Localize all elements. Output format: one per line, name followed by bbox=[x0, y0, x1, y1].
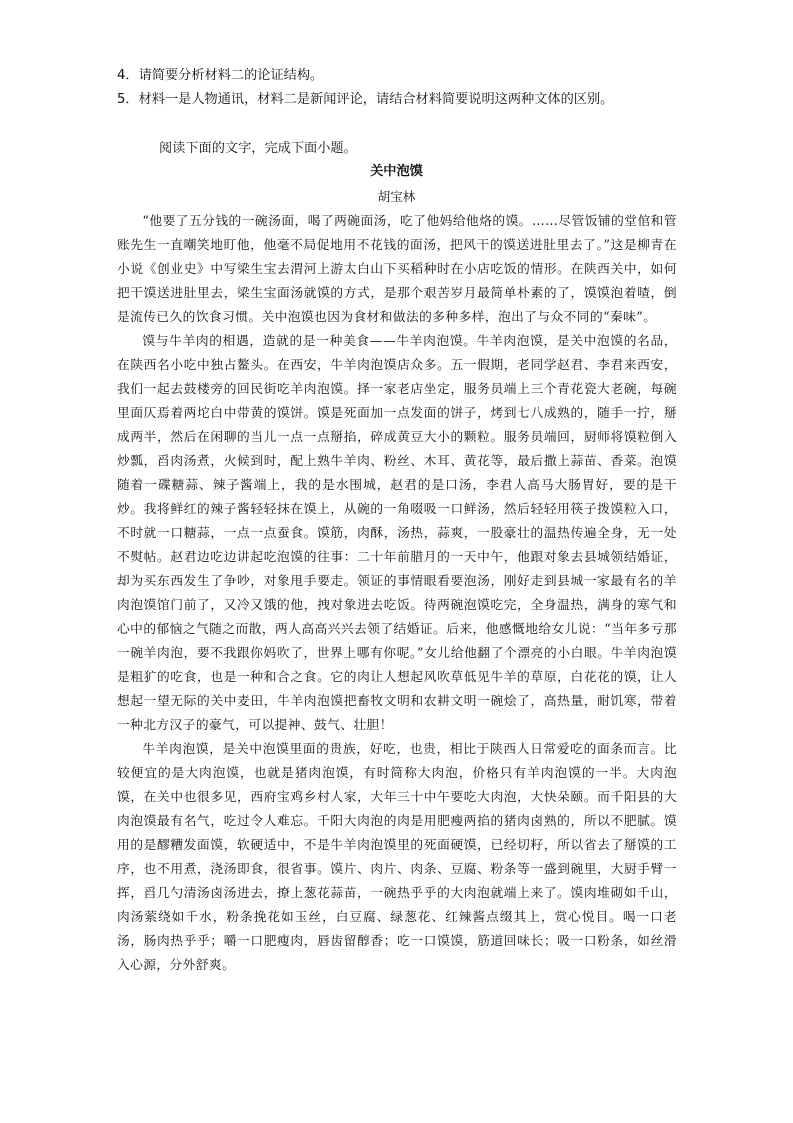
reading-instruction: 阅读下面的文字，完成下面小题。 bbox=[159, 141, 357, 156]
article-body bbox=[117, 209, 677, 977]
article-title: 关中泡馍 bbox=[370, 164, 423, 179]
question-5: 5．材料一是人物通讯，材料二是新闻评论，请结合材料简要说明这两种文体的区别。 bbox=[117, 92, 614, 107]
article-author: 胡宝林 bbox=[377, 189, 416, 204]
article-paragraph-1: “他要了五分钱的一碗汤面，喝了两碗面汤，吃了他妈给他烙的馍。……尽管饭铺的堂倌和管账先生一直嘲笑地盯他，他毫不局促地用不花钱的面汤，把风干的馍送进肚里去了。”这是柳青在小说《创业史》中写梁生宝去渭河上游太白山下买稻种时在小店吃饭的情形。在陕西关中，如何把干馍送进肚里去，梁生宝面汤就馍的方式，是那个艰苦岁月最简单朴素的了，馍馍泡着喳，倒是流传已久的饮食习惯。关中泡馍也因为食材和做法的多种多样，泡出了与众不同的“秦味”。 bbox=[117, 213, 677, 324]
article-paragraph-2: 馍与牛羊肉的相遇，造就的是一种美食——牛羊肉泡馍。牛羊肉泡馍，是关中泡馍的名品，在陕西名小吃中独占鳌头。在西安，牛羊肉泡馍店众多。五一假期，老同学赵君、李君来西安，我们一起去鼓楼旁的回民街吃羊肉泡馍。择一家老店坐定，服务员端上三个青花瓷大老碗，每碗里面仄焉着两坨白中带黄的馍饼。馍是死面加一点发面的饼子，烤到七八成熟的，随手一拧，掰成两半，然后在闲聊的当儿一点一点掰掐，碎成黄豆大小的颗粒。服务员端回，厨师将馍粒倒入炒瓢，舀肉汤煮，火候到时，配上熟牛羊肉、粉丝、木耳、黄花等，最后撒上蒜苗、香菜。泡馍随着一碟糖蒜、辣子酱端上，我的是水围城，赵君的是口汤，李君人高马大肠胃好，要的是干炒。我将鲜红的辣子酱轻轻抹在馍上，从碗的一角啜吸一口鲜汤，然后轻轻用筷子拨馍粒入口，不时就一口糖蒜，一点一点蚕食。馍筋，肉酥，汤热，蒜爽，一股豪壮的温热传遍全身，无一处不熨帖。赵君边吃边讲起吃泡馍的往事：二十年前腊月的一天中午，他跟对象去县城领结婚证，却为买东西发生了争吵，对象甩手要走。领证的事情眼看要泡汤，刚好走到县城一家最有名的羊肉泡馍馆门前了，又冷又饿的他，拽对象进去吃饭。待两碗泡馍吃完，全身温热，满身的寒气和心中的郁恼之气随之而散，两人高高兴兴去领了结婚证。后来，他感慨地给女儿说：“当年多亏那一碗羊肉泡，要不我跟你妈吹了，世界上哪有你呢。”女儿给他翻了个漂亮的小白眼。牛羊肉泡馍是粗犷的吃食，也是一种和合之食。它的肉让人想起风吹草低见牛羊的草原，白花花的馍，让人想起一望无际的关中麦田，牛羊肉泡馍把畜牧文明和农耕文明一碗烩了，高热量，耐饥寒，带着一种北方汉子的豪气，可以提神、鼓气、壮胆！ bbox=[117, 333, 677, 732]
article-paragraph-3: 牛羊肉泡馍，是关中泡馍里面的贵族，好吃，也贵，相比于陕西人日常爱吃的面条而言。比较便宜的是大肉泡馍，也就是猪肉泡馍，有时简称大肉泡，价格只有羊肉泡馍的一半。大肉泡馍，在关中也很多见，西府宝鸡乡村人家，大年三十中午要吃大肉泡，大快朵颐。而千阳县的大肉泡馍最有名气，吃过令人难忘。千阳大肉泡的肉是用肥瘦两掐的猪肉卤熟的，所以不肥腻。馍用的是醪糟发面馍，软硬适中，不是牛羊肉泡馍里的死面硬馍，已经切籽，所以省去了掰馍的工序，也不用煮，浇汤即食，很省事。馍片、肉片、肉条、豆腐、粉条等一盛到碗里，大厨手臂一挥，舀几勺清汤卤汤进去，撩上葱花蒜苗，一碗热乎乎的大肉泡就端上来了。馍肉堆砌如千山，肉汤萦绕如千水，粉条挽花如玉丝，白豆腐、绿葱花、红辣酱点缀其上，赏心悦目。喝一口老汤，肠肉热乎乎；嚼一口肥瘦肉，唇齿留醇香；吃一口馍馍，筋道回味长；吸一口粉条，如丝滑入心源，分外舒爽。 bbox=[117, 741, 677, 972]
question-4: 4．请简要分析材料二的论证结构。 bbox=[117, 68, 324, 83]
